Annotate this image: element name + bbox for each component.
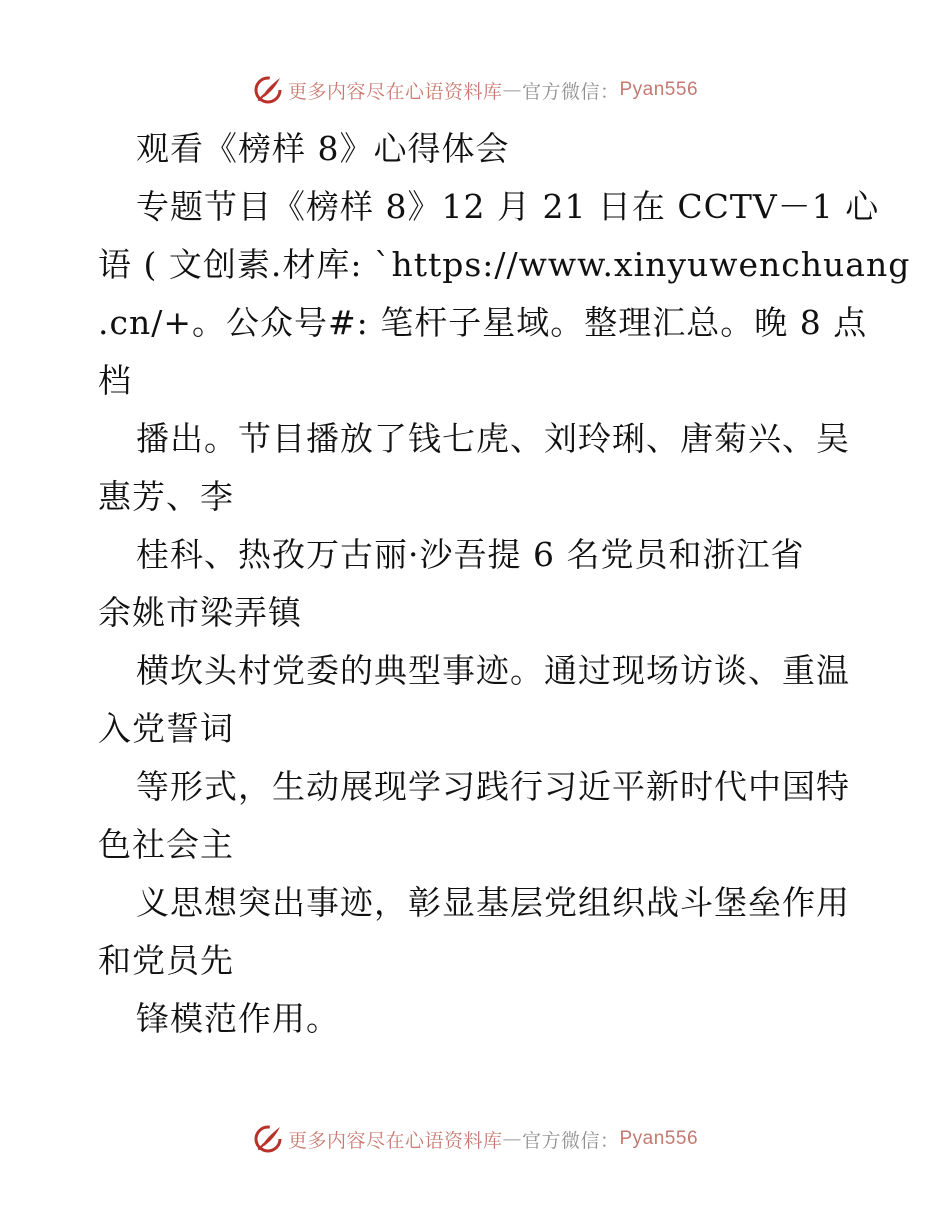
banner-text: 更多内容尽在心语资料库 bbox=[287, 80, 503, 103]
banner-account: Pyan556 bbox=[619, 79, 699, 100]
doc-line: 锋模范作用。 bbox=[136, 999, 340, 1038]
doc-line: 档 bbox=[98, 361, 132, 400]
banner-subtext: 官方微信： bbox=[521, 1129, 620, 1152]
doc-title: 观看《榜样 8》心得体会 bbox=[136, 129, 510, 168]
doc-line: 义思想突出事迹，彰显基层党组织战斗堡垒作用 bbox=[136, 883, 850, 922]
banner-separator: — bbox=[502, 79, 522, 101]
banner-separator: — bbox=[502, 1128, 522, 1150]
doc-line: 横坎头村党委的典型事迹。通过现场访谈、重温 bbox=[136, 651, 850, 690]
quill-logo-icon bbox=[252, 1123, 284, 1155]
quill-logo-icon bbox=[252, 74, 284, 106]
doc-line: 桂科、热孜万古丽·沙吾提 6 名党员和浙江省 bbox=[136, 535, 805, 574]
banner-account: Pyan556 bbox=[619, 1128, 699, 1149]
doc-line: 等形式，生动展现学习践行习近平新时代中国特 bbox=[136, 767, 850, 806]
doc-line: 惠芳、李 bbox=[98, 477, 234, 516]
doc-line: 播出。节目播放了钱七虎、刘玲琍、唐菊兴、吴 bbox=[136, 419, 850, 458]
doc-line: 语 ( 文创素.材库: `https://www.xinyuwenchuang bbox=[98, 245, 911, 284]
doc-line: .cn/+。公众号#: 笔杆子星域。整理汇总。晚 8 点 bbox=[98, 303, 868, 342]
doc-line: 专题节目《榜样 8》12 月 21 日在 CCTV－1 心 bbox=[136, 187, 880, 226]
banner-subtext: 官方微信： bbox=[521, 80, 620, 103]
doc-line: 余姚市梁弄镇 bbox=[98, 593, 302, 632]
footer-banner bbox=[0, 1121, 950, 1157]
document-body bbox=[98, 120, 911, 1048]
header-banner bbox=[0, 72, 950, 108]
doc-line: 入党誓词 bbox=[98, 709, 234, 748]
banner-text: 更多内容尽在心语资料库 bbox=[287, 1129, 503, 1152]
doc-line: 色社会主 bbox=[98, 825, 234, 864]
doc-line: 和党员先 bbox=[98, 941, 234, 980]
